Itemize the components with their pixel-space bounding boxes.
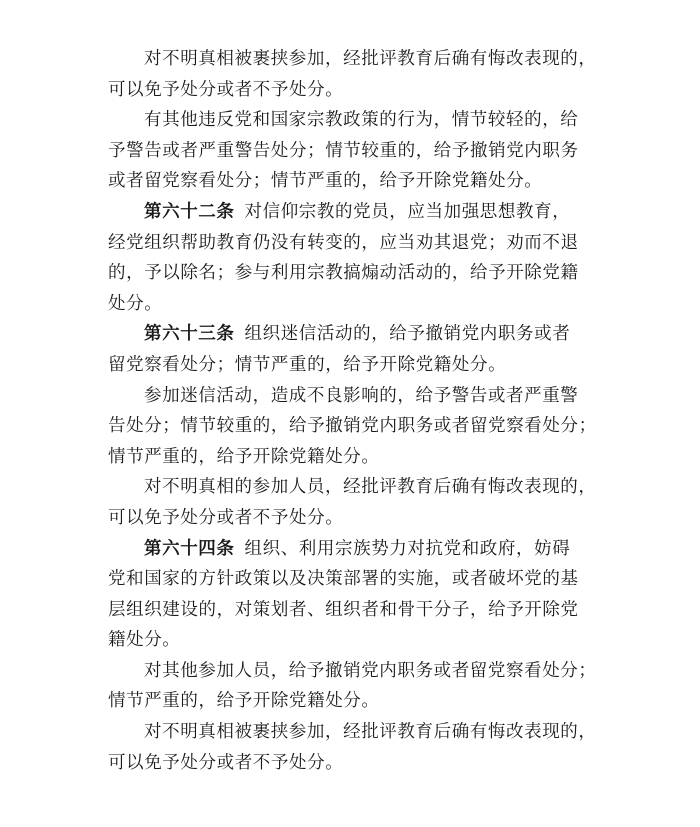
article-text: 对信仰宗教的党员，应当加强思想教育， [244, 201, 571, 222]
text-line: 层组织建设的，对策划者、组织者和骨干分子，给予开除党 [108, 599, 579, 620]
text-line: 有其他违反党和国家宗教政策的行为，情节较轻的，给 [144, 110, 579, 131]
paragraph-9 [108, 717, 606, 778]
article-63 [108, 319, 606, 380]
text-line: 情节严重的，给予开除党籍处分。 [108, 691, 380, 712]
text-line: 对不明真相被裹挟参加，经批评教育后确有悔改表现的， [144, 49, 597, 69]
text-line: 对其他参加人员，给予撤销党内职务或者留党察看处分； [144, 660, 597, 681]
text-line [108, 534, 606, 565]
text-line: 留党察看处分；情节严重的，给予开除党籍处分。 [108, 354, 507, 375]
text-line [108, 319, 606, 350]
article-number: 第六十二条 [144, 201, 235, 222]
text-line: 可以免予处分或者不予处分。 [108, 79, 344, 100]
article-62 [108, 197, 606, 319]
text-line: 处分。 [108, 293, 163, 314]
article-64 [108, 534, 606, 656]
paragraph-6 [108, 472, 606, 533]
text-line: 对不明真相被裹挟参加，经批评教育后确有悔改表现的， [144, 722, 597, 743]
article-number: 第六十三条 [144, 324, 235, 345]
text-line: 对不明真相的参加人员，经批评教育后确有悔改表现的， [144, 477, 597, 498]
text-line: 可以免予处分或者不予处分。 [108, 752, 344, 773]
paragraph-1 [108, 44, 606, 105]
document-page [108, 44, 606, 778]
paragraph-5 [108, 381, 606, 473]
text-line: 籍处分。 [108, 630, 181, 651]
article-text: 组织、利用宗族势力对抗党和政府，妨碍 [244, 538, 571, 559]
text-line: 党和国家的方针政策以及决策部署的实施，或者破坏党的基 [108, 569, 579, 590]
paragraph-2 [108, 105, 606, 197]
text-line: 情节严重的，给予开除党籍处分。 [108, 446, 380, 467]
text-line: 告处分；情节较重的，给予撤销党内职务或者留党察看处分； [108, 416, 597, 437]
paragraph-8 [108, 656, 606, 717]
text-line: 经党组织帮助教育仍没有转变的，应当劝其退党；劝而不退 [108, 232, 579, 253]
text-line: 予警告或者严重警告处分；情节较重的，给予撤销党内职务 [108, 140, 579, 161]
text-line: 或者留党察看处分；情节严重的，给予开除党籍处分。 [108, 171, 543, 192]
text-line: 可以免予处分或者不予处分。 [108, 507, 344, 528]
text-line: 的，予以除名；参与利用宗教搞煽动活动的，给予开除党籍 [108, 263, 579, 284]
article-number: 第六十四条 [144, 538, 235, 559]
text-line [108, 197, 606, 228]
text-line: 参加迷信活动，造成不良影响的，给予警告或者严重警 [144, 385, 579, 406]
article-text: 组织迷信活动的，给予撤销党内职务或者 [244, 324, 571, 345]
